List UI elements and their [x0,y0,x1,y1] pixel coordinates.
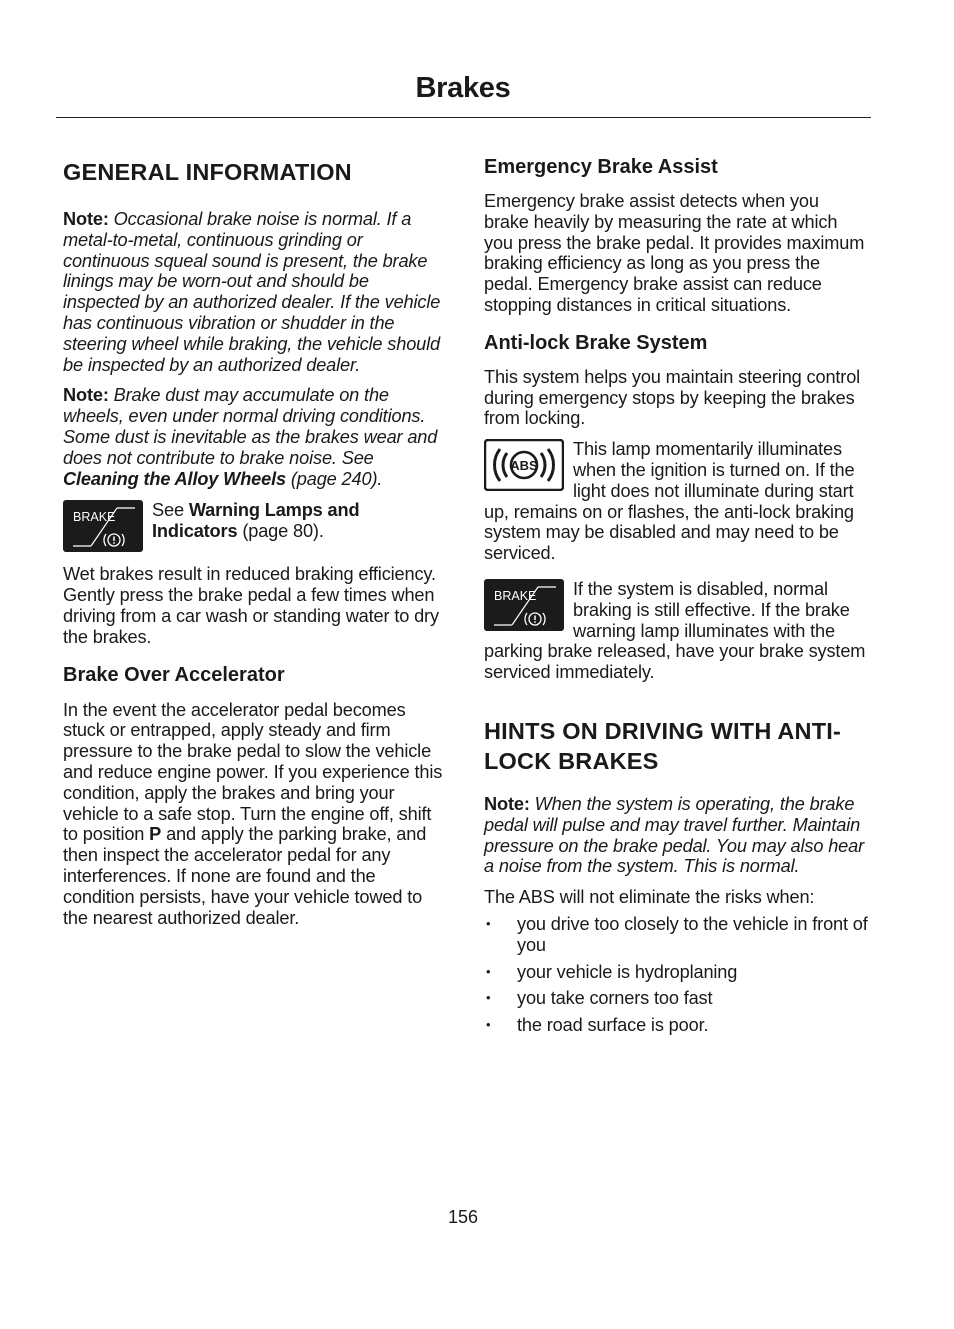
note-brake-dust [63,385,448,489]
risks-intro: The ABS will not eliminate the risks when: [484,887,815,908]
abs-lamp-text: This lamp momentarily illuminates when the ignition is turned on. If the light does not illuminate during start up, remains on or flashes, the anti-lock braking system may be disabled and may need to be serviced. [484,439,855,564]
list-item: • your vehicle is hydroplaning [484,962,868,983]
brake-lamp-text: If the system is disabled, normal braking is still effective. If the brake warning lamp illuminates with the parking brake released, have your brake system serviced immediately. [484,578,866,683]
hints-heading: HINTS ON DRIVING WITH ANTI-LOCK BRAKES [484,717,842,774]
note-text: Brake dust may accumulate on the wheels, even under normal driving conditions. Some dust is inevitable as the brakes wear and does not contribute to brake noise. See [63,385,438,468]
brake-over-accelerator-text [63,700,448,929]
see-label: See [152,500,184,521]
right-column [484,150,868,1036]
brake-warning-icon [63,500,143,552]
note-text: Occasional brake noise is normal. If a metal-to-metal, continuous grinding or continuous squeal sound is present, the brake linings may be worn-out and should be inspected by an authorized dealer. If the vehicle has continuous vibration or shudder in the steering wheel while braking, the vehicle should be inspected by an authorized dealer. [63,209,441,375]
page-reference: (page 80). [242,521,324,542]
title-rule [56,117,871,118]
cleaning-alloy-wheels-link[interactable]: Cleaning the Alloy Wheels [63,468,286,489]
gear-position-p: P [149,824,162,845]
list-item: • you drive too closely to the vehicle in front of you [484,914,868,956]
list-item: • the road surface is poor. [484,1015,868,1036]
note-label: Note: [63,209,109,229]
risks-list [484,914,868,1036]
brake-icon-label: BRAKE [494,588,537,603]
page-title: Brakes [415,72,511,104]
note-label: Note: [63,385,109,406]
bo-text-part1: In the event the accelerator pedal becomes stuck or entrapped, apply steady and firm pressure to the brake pedal to slow the vehicle and reduce engine power. If you experience this condition, apply the brakes and bring your vehicle to a safe stop. Turn the engine off, shift to position [63,699,443,845]
brake-lamp-block [484,579,868,683]
note-text: When the system is operating, the brake pedal will pulse and may travel further. Maintain pressure on the brake pedal. You may also hear a noise from the system. This is normal. [484,793,865,877]
brake-warning-block [63,500,448,552]
abs-warning-icon [484,439,564,491]
brake-warning-icon [484,579,564,631]
abs-lamp-block [484,439,868,564]
note-label: Note: [484,793,530,814]
page-number: 156 [447,1207,479,1227]
brake-over-accelerator-heading: Brake Over Accelerator [63,663,285,686]
anti-lock-brake-system-heading: Anti-lock Brake System [484,331,708,354]
warning-lamps-link[interactable]: Warning Lamps and Indicators [152,500,360,542]
emergency-brake-assist-heading: Emergency Brake Assist [484,156,718,178]
note-abs-operating [484,794,868,877]
wet-brakes-text: Wet brakes result in reduced braking efficiency. Gently press the brake pedal a few times when driving from a car wash or standing water to dry the brakes. [63,564,439,647]
brake-icon-label: BRAKE [73,510,116,525]
bo-text-part2: and apply the parking brake, and then inspect the accelerator pedal for any interferences. If none are found and the condition persists, have your vehicle towed to the nearest authorized dealer. [63,824,427,928]
abs-icon-label: ABS [510,458,538,474]
left-column [63,150,448,928]
page-reference: (page 240). [290,468,383,489]
emergency-brake-assist-text: Emergency brake assist detects when you brake heavily by measuring the rate at which you press the brake pedal. It provides maximum braking efficiency as long as you press the pedal. Emergency brake assist can reduce stopping distances in critical situations. [484,191,865,315]
general-information-heading: GENERAL INFORMATION [63,159,352,185]
anti-lock-brake-system-text: This system helps you maintain steering control during emergency stops by keeping the brakes from locking. [484,366,861,429]
list-item: • you take corners too fast [484,988,868,1009]
note-brake-noise [63,209,448,375]
